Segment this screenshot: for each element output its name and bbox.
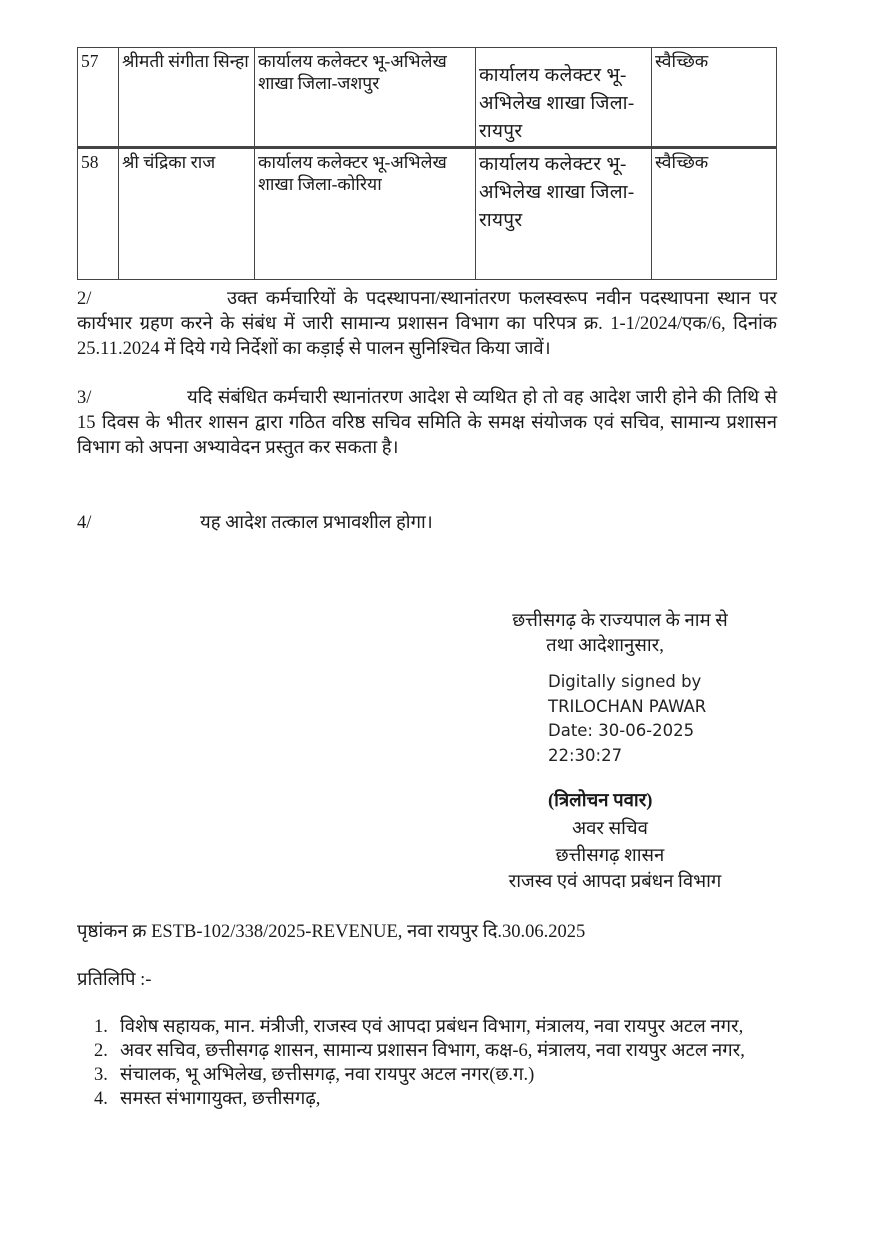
list-item	[94, 1039, 794, 1063]
new-office: कार्यालय कलेक्टर भू-अभिलेख शाखा जिला-रायपुर	[476, 148, 652, 280]
list-text: अवर सचिव, छत्तीसगढ़ शासन, सामान्य प्रशासन विभाग, कक्ष-6, मंत्रालय, नवा रायपुर अटल नगर,	[120, 1041, 745, 1061]
serial-number: 58	[78, 148, 119, 280]
signature-authority-line: छत्तीसगढ़ के राज्यपाल के नाम से	[512, 611, 728, 631]
employee-name: श्रीमती संगीता सिन्हा	[119, 48, 255, 148]
paragraph-3	[77, 386, 777, 461]
paragraph-text: यदि संबंधित कर्मचारी स्थानांतरण आदेश से व्यथित हो तो वह आदेश जारी होने की तिथि से 15 दिवस के भीतर शासन द्वारा गठित वरिष्ठ सचिव समिति के समक्ष संयोजक एवं सचिव, सामान्य प्रशासन विभाग को अपना अभ्यावेदन प्रस्तुत कर सकता है।	[77, 388, 777, 458]
transfer-table	[77, 47, 777, 280]
list-item	[94, 1087, 794, 1111]
paragraph-number: 2/	[77, 289, 92, 309]
signatory-government: छत्तीसगढ़ शासन	[555, 846, 665, 866]
paragraph-text: यह आदेश तत्काल प्रभावशील होगा।	[200, 513, 433, 533]
list-item	[94, 1015, 794, 1039]
digital-signer-name: TRILOCHAN PAWAR	[548, 696, 707, 716]
paragraph-2	[77, 287, 777, 362]
current-office: कार्यालय कलेक्टर भू-अभिलेख शाखा जिला-जशपुर	[255, 48, 476, 148]
paragraph-4	[77, 511, 777, 536]
list-text: समस्त संभागायुक्त, छत्तीसगढ़,	[120, 1089, 321, 1109]
transfer-type: स्वैच्छिक	[652, 148, 777, 280]
signatory-designation: अवर सचिव	[572, 819, 648, 839]
list-number: 1.	[94, 1017, 108, 1037]
digital-signature-date: Date: 30-06-2025	[548, 721, 695, 740]
copy-label: प्रतिलिपि :-	[77, 970, 152, 990]
list-number: 3.	[94, 1065, 108, 1085]
signatory-department: राजस्व एवं आपदा प्रबंधन विभाग	[508, 872, 722, 892]
serial-number: 57	[78, 48, 119, 148]
list-number: 2.	[94, 1041, 108, 1061]
transfer-type: स्वैच्छिक	[652, 48, 777, 148]
list-text: विशेष सहायक, मान. मंत्रीजी, राजस्व एवं आपदा प्रबंधन विभाग, मंत्रालय, नवा रायपुर अटल नगर,	[120, 1017, 744, 1037]
employee-name: श्री चंद्रिका राज	[119, 148, 255, 280]
list-text: संचालक, भू अभिलेख, छत्तीसगढ़, नवा रायपुर अटल नगर(छ.ग.)	[120, 1065, 535, 1085]
list-number: 4.	[94, 1089, 108, 1109]
table-row	[78, 48, 777, 148]
digital-signature-time: 22:30:27	[548, 745, 623, 765]
digital-signature-block	[548, 670, 706, 768]
list-item	[94, 1063, 794, 1087]
copy-recipient-list	[94, 1015, 794, 1111]
paragraph-text: उक्त कर्मचारियों के पदस्थापना/स्थानांतरण फलस्वरूप नवीन पदस्थापना स्थान पर कार्यभार ग्रहण करने के संबंध में जारी सामान्य प्रशासन विभाग का परिपत्र क्र. 1-1/2024/एक/6, दिनांक 25.11.2024 में दिये गये निर्देशों का कड़ाई से पालन सुनिश्चित किया जावें।	[77, 289, 777, 359]
new-office: कार्यालय कलेक्टर भू-अभिलेख शाखा जिला-रायपुर	[476, 48, 652, 148]
signature-order-line: तथा आदेशानुसार,	[546, 636, 664, 656]
signatory-name: (त्रिलोचन पवार)	[548, 791, 653, 811]
endorsement-reference: पृष्ठांकन क्र ESTB-102/338/2025-REVENUE, नवा रायपुर दि.30.06.2025	[77, 922, 586, 942]
table-row	[78, 148, 777, 280]
current-office: कार्यालय कलेक्टर भू-अभिलेख शाखा जिला-कोरिया	[255, 148, 476, 280]
paragraph-number: 4/	[77, 513, 92, 533]
digital-signature-label: Digitally signed by	[548, 672, 702, 691]
paragraph-number: 3/	[77, 388, 92, 408]
